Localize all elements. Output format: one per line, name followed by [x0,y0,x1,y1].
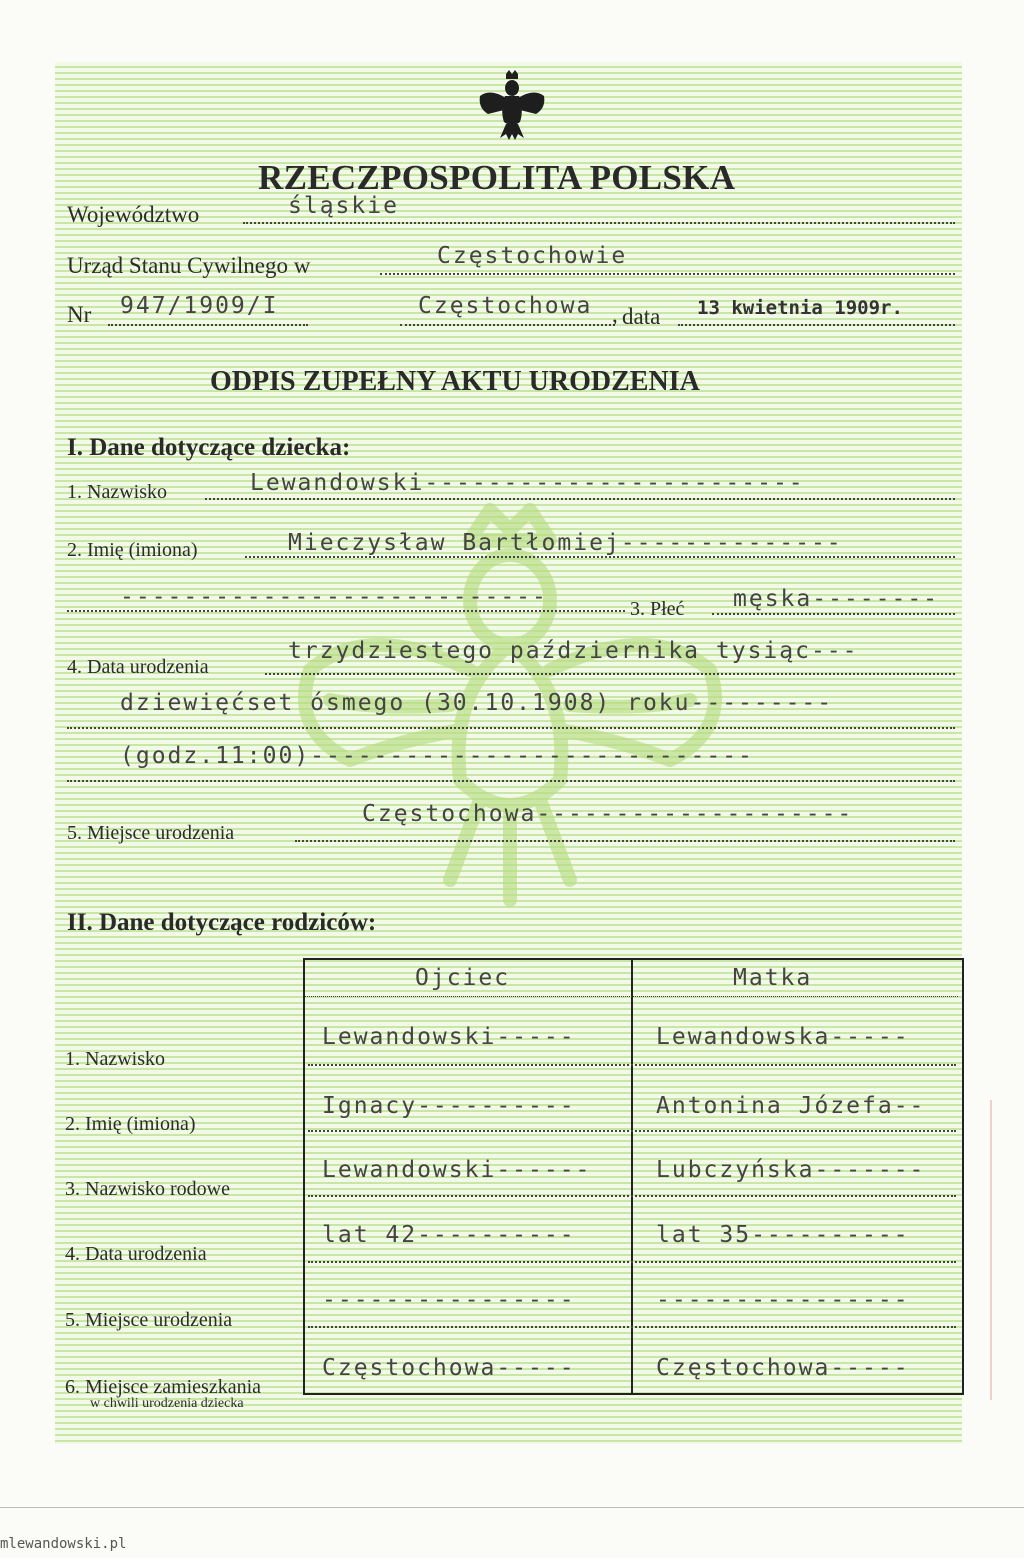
gender-label: 3. Płeć [630,598,685,620]
father-surname: Lewandowski----- [322,1024,576,1050]
parent-row-label: 3. Nazwisko rodowe [65,1178,230,1200]
child-names-dotline [245,556,955,558]
child-surname-dotline [205,498,955,500]
birthdate-line-2: dziewięćset ósmego (30.10.1908) roku--------- [120,690,834,716]
row-dotline [308,1130,956,1132]
date-label: data [622,304,661,329]
voivodeship-label: Województwo [67,202,200,227]
mother-maiden-name: Lubczyńska------- [656,1157,926,1183]
row-dotline [308,1195,956,1197]
parent-row-label: 5. Miejsce urodzenia [65,1309,233,1331]
row-dotline [308,1064,956,1066]
gender-value: męska-------- [733,586,940,612]
mother-age: lat 35---------- [656,1222,910,1248]
parent-row-label: 4. Data urodzenia [65,1243,207,1265]
birthdate-dotline-3 [67,780,955,782]
voivodeship-dotline [243,222,955,224]
place-value: Częstochowa [418,293,593,319]
office-label: Urząd Stanu Cywilnego w [67,253,311,278]
gender-dotline [712,613,955,615]
site-watermark: mlewandowski.pl [0,1536,127,1552]
faded-stamp-mark [990,1100,1012,1400]
child-surname-value: Lewandowski------------------------ [250,470,805,496]
voivodeship-value: śląskie [288,193,399,219]
father-maiden-name: Lewandowski------ [322,1157,592,1183]
nr-value: 947/1909/I [120,293,279,319]
birthplace-value: Częstochowa-------------------- [362,801,854,827]
place-comma: , [612,302,618,327]
mother-birthplace: ---------------- [656,1287,910,1313]
birthplace-dotline [295,840,955,842]
father-age: lat 42---------- [322,1222,576,1248]
nr-label: Nr [67,302,92,327]
gender-pre-dashes: --------------------------- [120,584,548,610]
birthdate-line-3: (godz.11:00)---------------------------- [120,743,754,769]
place-dotline [400,324,615,326]
date-dotline [678,324,955,326]
document-title: ODPIS ZUPEŁNY AKTU URODZENIA [210,366,700,397]
gender-pre-dotline [67,610,625,612]
page-edge-line [0,1507,1024,1508]
birthplace-label: 5. Miejsce urodzenia [67,822,235,844]
father-residence: Częstochowa----- [322,1355,576,1381]
office-dotline [380,273,955,275]
date-value: 13 kwietnia 1909r. [697,297,903,319]
child-surname-label: 1. Nazwisko [67,481,167,503]
col-father-header: Ojciec [415,965,511,991]
parents-section-heading: II. Dane dotyczące rodziców: [67,909,377,936]
mother-surname: Lewandowska----- [656,1024,910,1050]
father-birthplace: ---------------- [322,1287,576,1313]
mother-names: Antonina Józefa-- [656,1093,926,1119]
parent-row-sublabel: w chwili urodzenia dziecka [90,1396,244,1411]
polish-eagle-emblem-icon [476,70,548,142]
country-title: RZECZPOSPOLITA POLSKA [258,158,736,197]
parents-header-rule [305,996,958,997]
child-names-label: 2. Imię (imiona) [67,539,198,561]
birthdate-label: 4. Data urodzenia [67,656,209,678]
child-section-heading: I. Dane dotyczące dziecka: [67,434,351,461]
father-names: Ignacy---------- [322,1093,576,1119]
birthdate-dotline-1 [265,673,955,675]
birthdate-line-1: trzydziestego października tysiąc--- [288,638,859,664]
birthdate-dotline-2 [67,727,955,729]
parent-row-label: 6. Miejsce zamieszkania [65,1376,262,1398]
office-value: Częstochowie [437,243,628,269]
child-names-value: Mieczysław Bartłomiej-------------- [288,530,843,556]
row-dotline [308,1326,956,1328]
col-mother-header: Matka [733,965,813,991]
nr-dotline [108,324,308,326]
parent-row-label: 1. Nazwisko [65,1048,165,1070]
row-dotline [308,1261,956,1263]
parent-row-label: 2. Imię (imiona) [65,1113,196,1135]
mother-residence: Częstochowa----- [656,1355,910,1381]
